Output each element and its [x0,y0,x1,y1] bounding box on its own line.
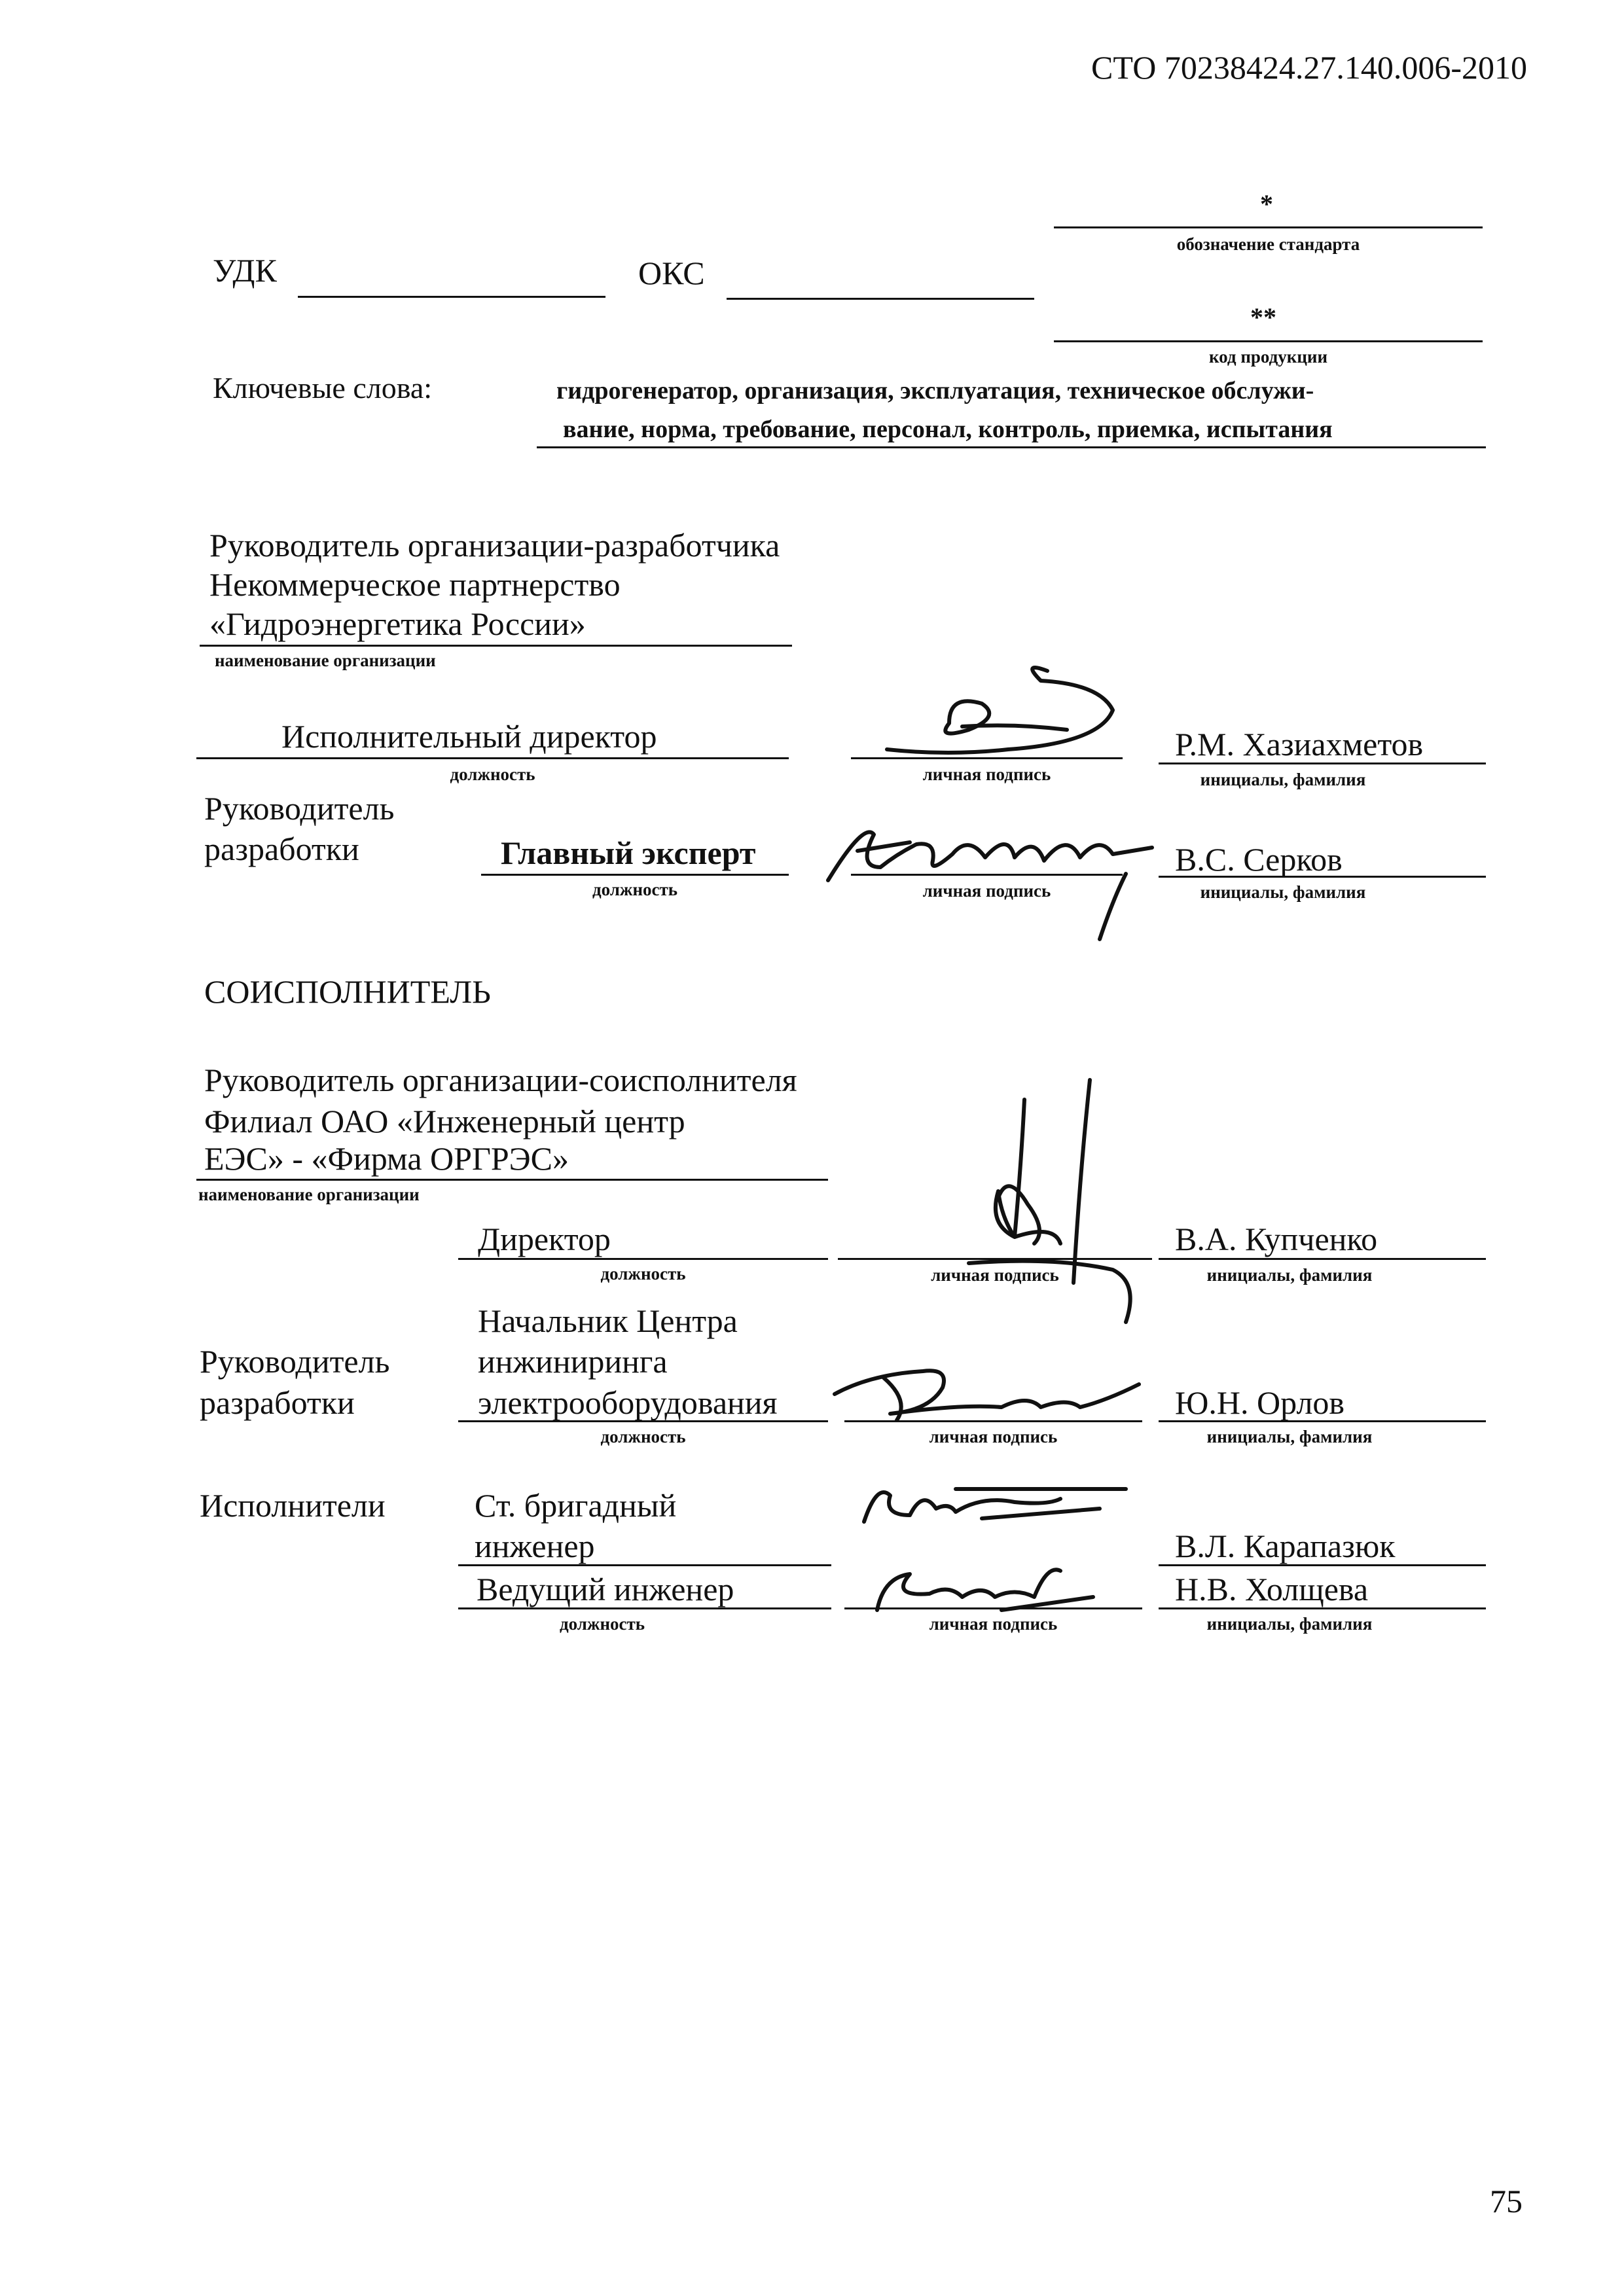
coexecutor-org-caption: наименование организации [198,1185,420,1204]
executor-2-position: Ведущий инженер [477,1571,734,1607]
executor-1-position-line-2: инженер [475,1528,595,1564]
udk-label: УДК [213,252,277,289]
product-code-line [1054,340,1483,342]
coexecutor-org-name: ЕЭС» - «Фирма ОРГРЭС» [204,1140,569,1177]
developer-lead-position-line [481,874,789,876]
developer-director-signature [851,658,1146,762]
developer-director-position: Исполнительный директор [281,718,657,755]
developer-lead-name: В.С. Серков [1175,841,1343,878]
coexecutor-head-line-1: Руководитель организации-соисполнителя [204,1062,797,1098]
developer-lead-label-1: Руководитель [204,790,395,827]
developer-head-line-2: Некоммерческое партнерство [209,566,621,603]
coexecutor-lead-position-line-1: Начальник Центра [478,1302,738,1339]
coexecutor-director-name-caption: инициалы, фамилия [1206,1265,1373,1285]
coexecutor-director-signature-caption: личная подпись [931,1265,1059,1285]
keywords-line-2: вание, норма, требование, персонал, контроль, приемка, испытания [563,416,1333,443]
keywords-underline [537,446,1486,448]
executor-1-name: В.Л. Карапазюк [1175,1528,1396,1564]
executor-2-position-line [458,1607,831,1609]
coexecutor-head-line-2: Филиал ОАО «Инженерный центр [204,1103,685,1139]
executor-1-signature [851,1476,1139,1535]
developer-director-signature-caption: личная подпись [922,764,1051,784]
developer-director-name: Р.М. Хазиахметов [1175,726,1424,762]
executors-signature-line [844,1607,1142,1609]
coexecutor-director-signature-line [838,1258,1152,1260]
coexecutor-director-position-caption: должность [600,1264,686,1283]
coexecutor-lead-position-line [458,1420,828,1422]
executor-2-signature [851,1558,1126,1623]
coexecutor-director-name-line [1159,1258,1486,1260]
udk-field-line [298,296,605,298]
executors-signature-caption: личная подпись [929,1614,1058,1634]
coexecutor-lead-label-2: разработки [200,1384,355,1421]
standard-designation-caption: обозначение стандарта [1176,234,1360,254]
page-number: 75 [1490,2183,1523,2219]
coexecutor-heading: СОИСПОЛНИТЕЛЬ [204,973,491,1010]
keywords-line-1: гидрогенератор, организация, эксплуатация, техническое обслужи- [556,377,1314,404]
developer-lead-signature-line [851,874,1123,876]
coexecutor-lead-signature-caption: личная подпись [929,1427,1058,1446]
coexecutor-lead-name: Ю.Н. Орлов [1175,1384,1345,1421]
coexecutor-org-line [196,1179,828,1181]
developer-org-name: «Гидроэнергетика России» [209,605,586,642]
developer-director-signature-line [851,757,1123,759]
executor-1-name-line [1159,1564,1486,1566]
coexecutor-director-name: В.А. Купченко [1175,1221,1378,1257]
coexecutor-lead-name-line [1159,1420,1486,1422]
executor-2-name-line [1159,1607,1486,1609]
developer-lead-position: Главный эксперт [501,834,756,871]
executors-name-caption: инициалы, фамилия [1206,1614,1373,1634]
developer-lead-name-line [1159,876,1486,878]
developer-lead-label-2: разработки [204,831,359,867]
coexecutor-director-position: Директор [478,1221,611,1257]
document-code: СТО 70238424.27.140.006-2010 [1091,49,1527,86]
executor-1-position-line [458,1564,831,1566]
coexecutor-lead-name-caption: инициалы, фамилия [1206,1427,1373,1446]
coexecutor-director-signature [890,1073,1165,1361]
executors-position-caption: должность [559,1614,645,1634]
developer-lead-position-caption: должность [592,880,678,899]
developer-director-name-caption: инициалы, фамилия [1200,770,1366,789]
executor-1-position-line-1: Ст. бригадный [475,1487,677,1524]
developer-director-name-line [1159,762,1486,764]
executors-label: Исполнители [200,1487,386,1524]
developer-lead-signature-caption: личная подпись [922,881,1051,901]
oks-field-line [727,298,1034,300]
product-mark: ** [1250,302,1276,332]
coexecutor-lead-label-1: Руководитель [200,1343,390,1380]
developer-lead-signature [818,795,1159,946]
executor-2-name: Н.В. Холщева [1175,1571,1369,1607]
coexecutor-lead-position-caption: должность [600,1427,686,1446]
coexecutor-lead-signature [831,1348,1159,1427]
keywords-label: Ключевые слова: [213,371,433,404]
coexecutor-lead-position-line-3: электрооборудования [478,1384,778,1421]
developer-lead-name-caption: инициалы, фамилия [1200,882,1366,902]
standard-mark: * [1260,189,1273,219]
oks-label: ОКС [638,255,705,291]
developer-org-caption: наименование организации [215,651,436,670]
developer-org-line [200,645,792,647]
developer-director-position-caption: должность [450,764,535,784]
coexecutor-lead-position-line-2: инжиниринга [478,1343,668,1380]
developer-head-line-1: Руководитель организации-разработчика [209,527,780,564]
standard-designation-line [1054,226,1483,228]
coexecutor-director-position-line [458,1258,828,1260]
coexecutor-lead-signature-line [844,1420,1142,1422]
product-code-caption: код продукции [1208,347,1327,367]
developer-director-position-line [196,757,789,759]
